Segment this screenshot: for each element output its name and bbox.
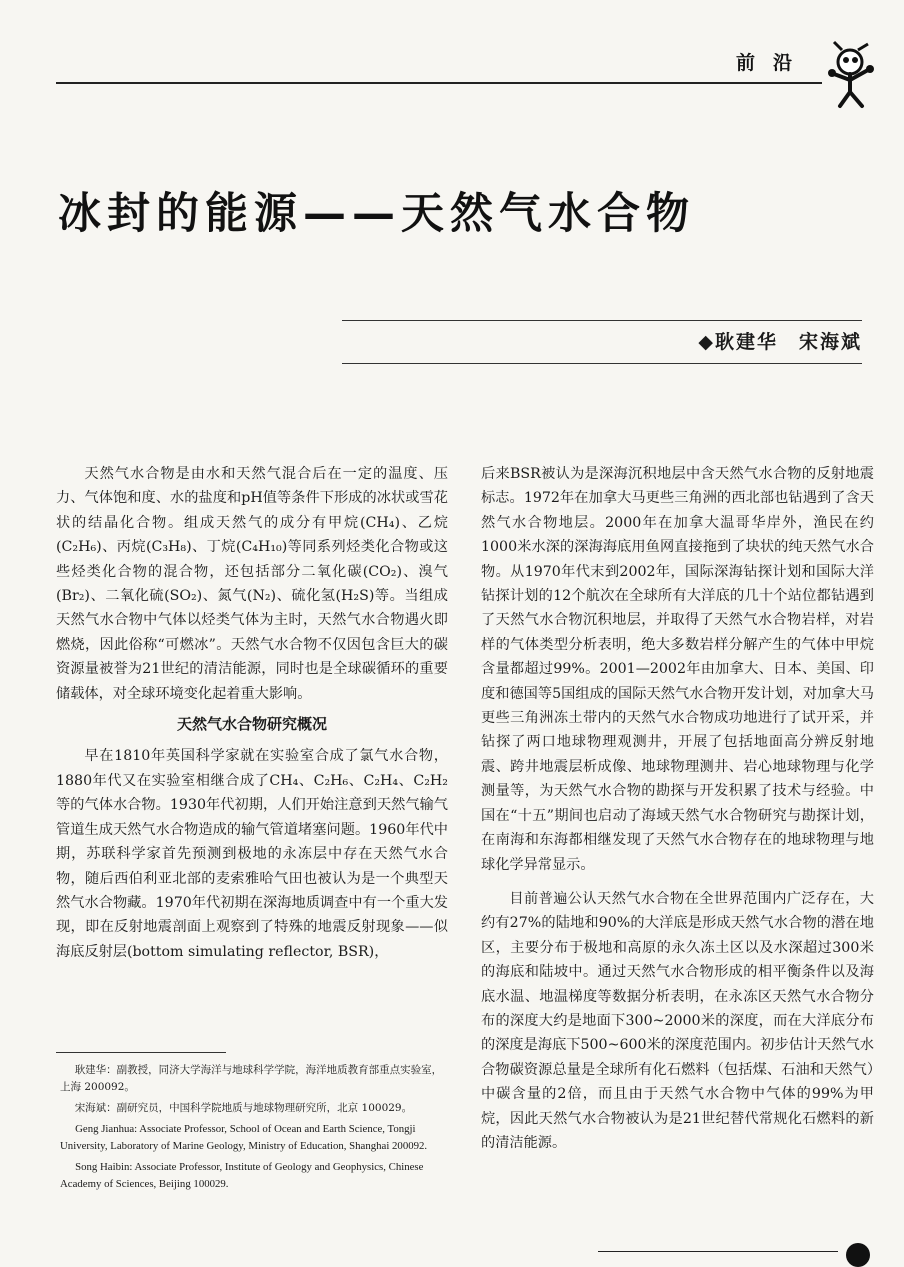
history-paragraph: 早在1810年英国科学家就在实验室合成了氯气水合物，1880年代又在实验室相继合成了CH₄、C₂H₆、C₂H₄、C₂H₂等的气体水合物。1930年代初期，人们开始注意到天然气输气管道生成天然气水合物造成的输气管道堵塞问题。1960年代中期，苏联科学家首先预测到极地的永冻层中存在天然气水合物，随后西伯利亚北部的麦索雅哈气田也被认为是一个典型天然气水合物藏。1970年代初期在深海地质调查中有一个重大发现，即在反射地震剖面上观察到了特殊的地震反射现象——似海底反射层(bottom simulating reflector, BSR)， xyxy=(56,748,448,960)
bottom-rule xyxy=(598,1251,838,1252)
right-column xyxy=(481,462,874,1155)
intro-paragraph: 天然气水合物是由水和天然气混合后在一定的温度、压力、气体饱和度、水的盐度和pH值等条件下形成的冰状或雪花状的结晶化合物。组成天然气的成分有甲烷(CH₄)、乙烷(C₂H₆)、丙烷(C₃H₈)、丁烷(C₄H₁₀)等同系列烃类化合物或这些烃类化合物的混合物，还包括部分二氧化碳(CO₂)、溴气(Br₂)、二氧化硫(SO₂)、氮气(N₂)、硫化氢(H₂S)等。当组成天然气水合物中气体以烃类气体为主时，天然气水合物遇火即燃烧，因此俗称“可燃冰”。天然气水合物不仅因包含巨大的碳资源量被誉为21世纪的清洁能源，同时也是全球碳循环的重要储载体，对全球环境变化起着重大影响。 xyxy=(56,466,448,702)
header-rule xyxy=(56,82,822,84)
footnote-geng-en: Geng Jianhua: Associate Professor, School of Ocean and Earth Science, Tongji University, Laboratory of Marine Geology, Ministry of Education, Shanghai 200092. xyxy=(60,1123,428,1152)
cartoon-mascot-icon xyxy=(820,40,880,110)
section-tag: 前沿 xyxy=(736,52,811,74)
author-byline: ◆耿建华 宋海斌 xyxy=(698,331,862,353)
footnote-song-en: Song Haibin: Associate Professor, Institute of Geology and Geophysics, Chinese Academy of Sciences, Beijing 100029. xyxy=(60,1161,424,1190)
footnote-rule xyxy=(56,1052,226,1053)
author-rule-top xyxy=(342,320,862,321)
author-rule-bottom xyxy=(342,363,862,364)
footnote-geng-cn: 耿建华：副教授，同济大学海洋与地球科学学院，海洋地质教育部重点实验室，上海 200092。 xyxy=(60,1064,443,1093)
page-dot-icon xyxy=(846,1243,870,1267)
continuation-paragraph: 后来BSR被认为是深海沉积地层中含天然气水合物的反射地震标志。1972年在加拿大马更些三角洲的西北部也钻遇到了含天然气水合物地层。2000年在加拿大温哥华岸外，渔民在约1000米水深的深海海底用鱼网直接拖到了块状的纯天然气水合物。从1970年代末到2002年，国际深海钻探计划和国际大洋钻探计划的12个航次在全球所有大洋底的几十个站位都钻遇到了天然气水合物沉积地层，并取得了天然气水合物岩样，对岩样的气体类型分析表明，绝大多数岩样分解产生的气体中甲烷含量都超过99%。2001—2002年由加拿大、日本、美国、印度和德国等5国组成的国际天然气水合物开发计划，对加拿大马更些三角洲冻土带内的天然气水合物成功地进行了试开采，并钻探了两口地球物理观测井，开展了包括地面高分辨反射地震、跨井地震层析成像、地球物理测井、岩心地球物理与化学测量等，为天然气水合物的勘探与开发积累了技术与经验。中国在“十五”期间也启动了海域天然气水合物研究与勘探计划，在南海和东海都相继发现了天然气水合物存在的地球物理与地球化学异常显示。 xyxy=(481,466,874,873)
author-footnotes xyxy=(60,1062,450,1197)
footnote-song-cn: 宋海斌：副研究员，中国科学院地质与地球物理研究所，北京 100029。 xyxy=(74,1102,413,1114)
left-column xyxy=(56,462,448,964)
distribution-paragraph: 目前普遍公认天然气水合物在全世界范围内广泛存在，大约有27%的陆地和90%的大洋底是形成天然气水合物的潜在地区，主要分布于极地和高原的永久冻土区以及水深超过300米的海底和陆坡中。通过天然气水合物形成的相平衡条件以及海底水温、地温梯度等数据分析表明，在永冻区天然气水合物分布的深度大约是地面下300~2000米的深度，而在大洋底分布的深度是海底下500~600米的深度范围内。初步估计天然气水合物碳资源总量是全球所有化石燃料（包括煤、石油和天然气）中碳含量的2倍，而且由于天然气水合物中气体的99%为甲烷，因此天然气水合物被认为是21世纪替代常规化石燃料的新的清洁能源。 xyxy=(481,890,874,1151)
article-title: 冰封的能源——天然气水合物 xyxy=(58,189,695,239)
section-heading: 天然气水合物研究概况 xyxy=(176,715,327,734)
